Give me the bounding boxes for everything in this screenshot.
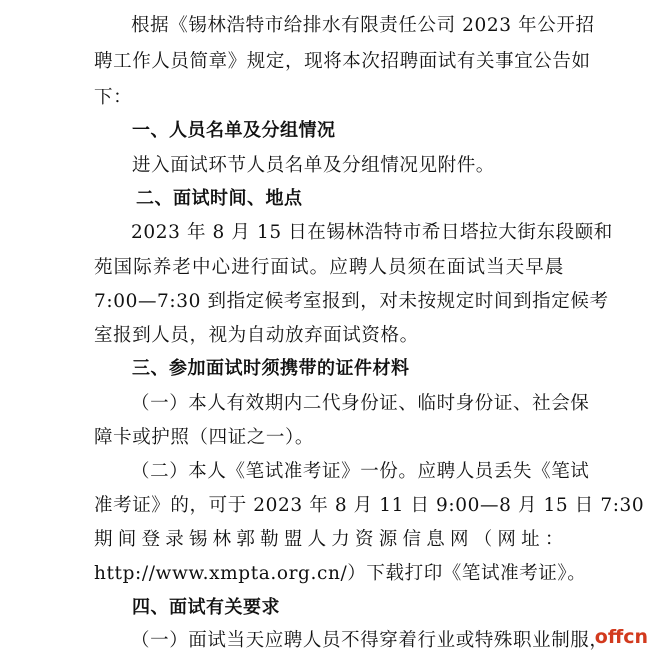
paragraph-line: （二）本人《笔试准考证》一份。应聘人员丢失《笔试 bbox=[131, 461, 590, 482]
paragraph-line: 聘工作人员简章》规定，现将本次招聘面试有关事宜公告如 bbox=[94, 51, 591, 72]
paragraph-line: 下： bbox=[94, 87, 133, 108]
paragraph-line: 根据《锡林浩特市给排水有限责任公司 2023 年公开招 bbox=[131, 15, 595, 36]
paragraph-line: 期间登录锡林郭勒盟人力资源信息网（网址： bbox=[94, 529, 564, 550]
paragraph-line: 苑国际养老中心进行面试。应聘人员须在面试当天早晨 bbox=[94, 257, 564, 278]
paragraph-line: （一）面试当天应聘人员不得穿着行业或特殊职业制服， bbox=[131, 630, 609, 651]
paragraph-line: 障卡或护照（四证之一）。 bbox=[94, 427, 314, 448]
watermark-logo: offcn bbox=[594, 626, 648, 648]
paragraph-line: http://www.xmpta.org.cn/）下载打印《笔试准考证》。 bbox=[94, 563, 587, 584]
paragraph-line: （一）本人有效期内二代身份证、临时身份证、社会保 bbox=[131, 393, 590, 414]
section-heading-3: 三、参加面试时须携带的证件材料 bbox=[132, 358, 410, 379]
paragraph-line: 7:00—7:30 到指定候考室报到，对未按规定时间到指定候考 bbox=[94, 291, 609, 312]
section-heading-4: 四、面试有关要求 bbox=[132, 597, 280, 618]
section-heading-1: 一、人员名单及分组情况 bbox=[132, 120, 336, 141]
section-heading-2: 二、面试时间、地点 bbox=[136, 188, 303, 209]
paragraph-line: 准考证》的，可于 2023 年 8 月 11 日 9:00—8 月 15 日 7:30 bbox=[94, 495, 645, 516]
paragraph-line: 室报到人员，视为自动放弃面试资格。 bbox=[94, 325, 419, 346]
paragraph-line: 2023 年 8 月 15 日在锡林浩特市希日塔拉大街东段颐和 bbox=[131, 222, 613, 243]
paragraph-line: 进入面试环节人员名单及分组情况见附件。 bbox=[132, 155, 495, 176]
